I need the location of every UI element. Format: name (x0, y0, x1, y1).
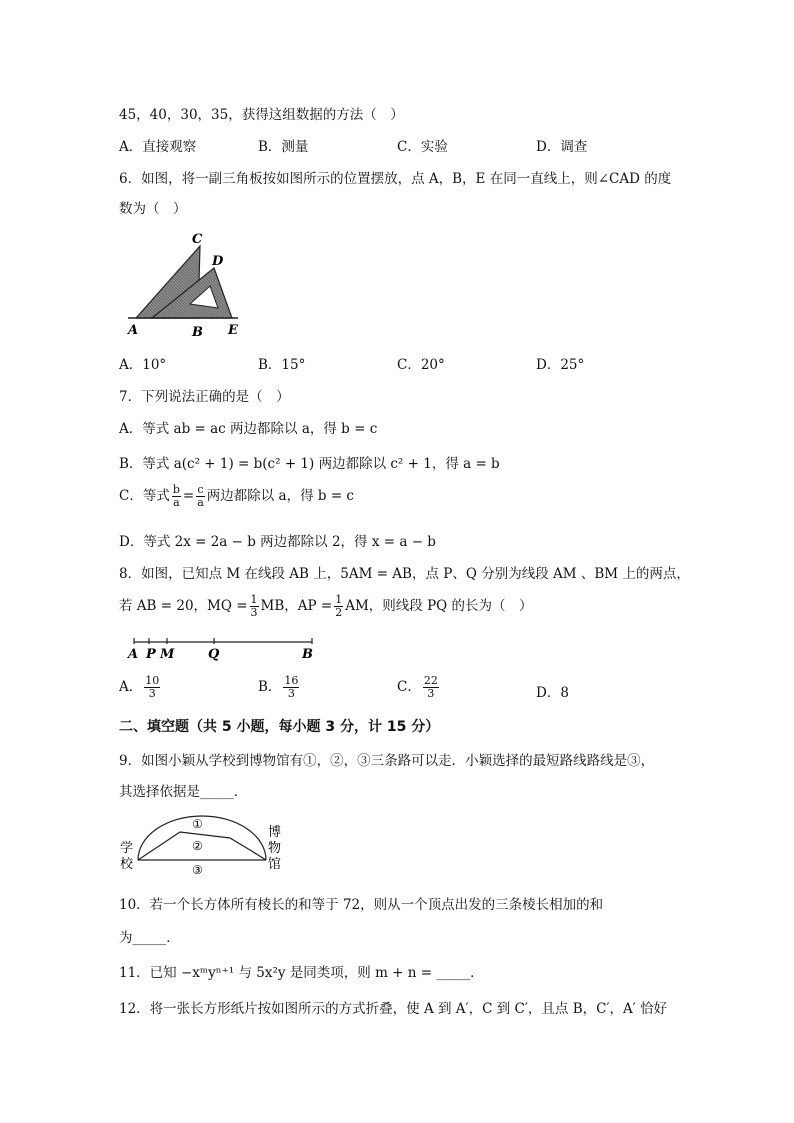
q10-stem-line1: 10．若一个长方体所有棱长的和等于 72，则从一个顶点出发的三条棱长相加的和 (119, 897, 604, 913)
fraction-denominator: a (173, 496, 180, 509)
school-label-2: 校 (120, 857, 134, 872)
option-label: B． (258, 679, 282, 695)
equals-sign: = (182, 488, 195, 504)
route-2-label: ② (192, 839, 203, 853)
q8-option-a (119, 675, 162, 700)
q8-line2-prefix: 若 AB = 20，MQ = (119, 598, 248, 614)
fraction-denominator: 3 (250, 606, 258, 619)
q5-stem: 45，40，30，35，获得这组数据的方法（ ） (119, 107, 404, 123)
q8-line2-mid1: MB，AP = (260, 598, 333, 614)
fraction-numerator: 1 (335, 593, 343, 606)
label-e: E (228, 323, 238, 338)
fraction-denominator: 3 (427, 687, 435, 700)
label-a: A (128, 323, 139, 338)
fraction-denominator: a (197, 496, 204, 509)
q5-option-c: C．实验 (397, 139, 448, 155)
fraction-numerator: 22 (423, 674, 438, 687)
fraction-22-over-3 (423, 675, 439, 700)
label-b: B (192, 325, 203, 340)
q6-triangle-figure (118, 228, 258, 343)
museum-label-1: 博 (268, 825, 282, 840)
fraction-numerator: 16 (284, 674, 299, 687)
fraction-numerator: b (172, 483, 180, 496)
label-a: A (128, 647, 139, 662)
q12-stem: 12．将一张长方形纸片按如图所示的方式折叠，使 A 到 A′，C 到 C′，且点 B，C′，A′ 恰好 (119, 1001, 668, 1017)
fraction-b-over-a (172, 484, 181, 509)
q7-option-c-prefix: C．等式 (119, 488, 170, 504)
q11-stem: 11．已知 −xᵐyⁿ⁺¹ 与 5x²y 是同类项，则 m + n = _____． (119, 965, 484, 981)
q5-option-a: A．直接观察 (119, 139, 197, 155)
fraction-denominator: 3 (287, 687, 295, 700)
route-3-label: ③ (192, 863, 203, 877)
q10-stem-line2: 为_____． (119, 930, 180, 946)
q8-line2-mid2: AM，则线段 PQ 的长为（ ） (345, 598, 533, 614)
fraction-numerator: 1 (250, 593, 258, 606)
fraction-denominator: 2 (335, 606, 343, 619)
q7-option-b: B．等式 a(c² + 1) = b(c² + 1) 两边都除以 c² + 1，得 a = b (119, 456, 500, 472)
fraction-one-third (250, 594, 259, 619)
fraction-16-over-3 (283, 675, 299, 700)
fraction-denominator: 3 (148, 687, 156, 700)
label-q: Q (208, 647, 220, 662)
option-label: A． (119, 679, 143, 695)
q8-stem-line2 (119, 594, 533, 619)
q6-option-a: A．10° (119, 357, 167, 373)
label-b: B (302, 647, 313, 662)
q7-option-a: A．等式 ab = ac 两边都除以 a，得 b = c (119, 421, 378, 437)
museum-label-3: 馆 (268, 857, 282, 872)
q9-routes-figure (118, 808, 288, 880)
q7-stem: 7．下列说法正确的是（ ） (119, 389, 290, 405)
q7-option-c (119, 484, 354, 509)
fraction-c-over-a (196, 484, 205, 509)
q6-stem-line2: 数为（ ） (119, 201, 187, 217)
q8-stem-line1: 8．如图，已知点 M 在线段 AB 上，5AM = AB，点 P、Q 分别为线段 AM 、BM 上的两点， (119, 566, 690, 582)
q5-option-b: B．测量 (258, 139, 309, 155)
q8-option-d: D．8 (536, 685, 569, 701)
q7-option-d: D．等式 2x = 2a − b 两边都除以 2，得 x = a − b (119, 534, 436, 550)
route-1-label: ① (192, 817, 203, 831)
school-label-1: 学 (120, 841, 134, 856)
section-2-title: 二、填空题（共 5 小题，每小题 3 分，计 15 分） (119, 719, 440, 735)
q8-option-c (397, 675, 441, 700)
option-label: C． (397, 679, 421, 695)
q8-segment-figure (124, 634, 324, 664)
q6-option-b: B．15° (258, 357, 306, 373)
q6-option-d: D．25° (536, 357, 585, 373)
fraction-numerator: 10 (145, 674, 160, 687)
label-d: D (212, 254, 224, 269)
q6-stem-line1: 6．如图，将一副三角板按如图所示的位置摆放，点 A，B，E 在同一直线上，则∠CAD 的度 (119, 171, 672, 187)
q9-stem-line2: 其选择依据是_____． (119, 784, 248, 800)
museum-label-2: 物 (268, 841, 282, 856)
label-p: P (146, 647, 156, 662)
q6-option-c: C．20° (397, 357, 445, 373)
fraction-numerator: c (197, 483, 204, 496)
fraction-10-over-3 (144, 675, 160, 700)
q9-stem-line1: 9．如图小颖从学校到博物馆有①，②，③三条路可以走．小颖选择的最短路线路线是③， (119, 753, 655, 769)
q7-option-c-suffix: 两边都除以 a，得 b = c (206, 488, 354, 504)
q8-option-b (258, 675, 301, 700)
label-m: M (160, 647, 175, 662)
fraction-one-half (334, 594, 343, 619)
label-c: C (192, 232, 203, 247)
q5-option-d: D．调查 (536, 139, 588, 155)
